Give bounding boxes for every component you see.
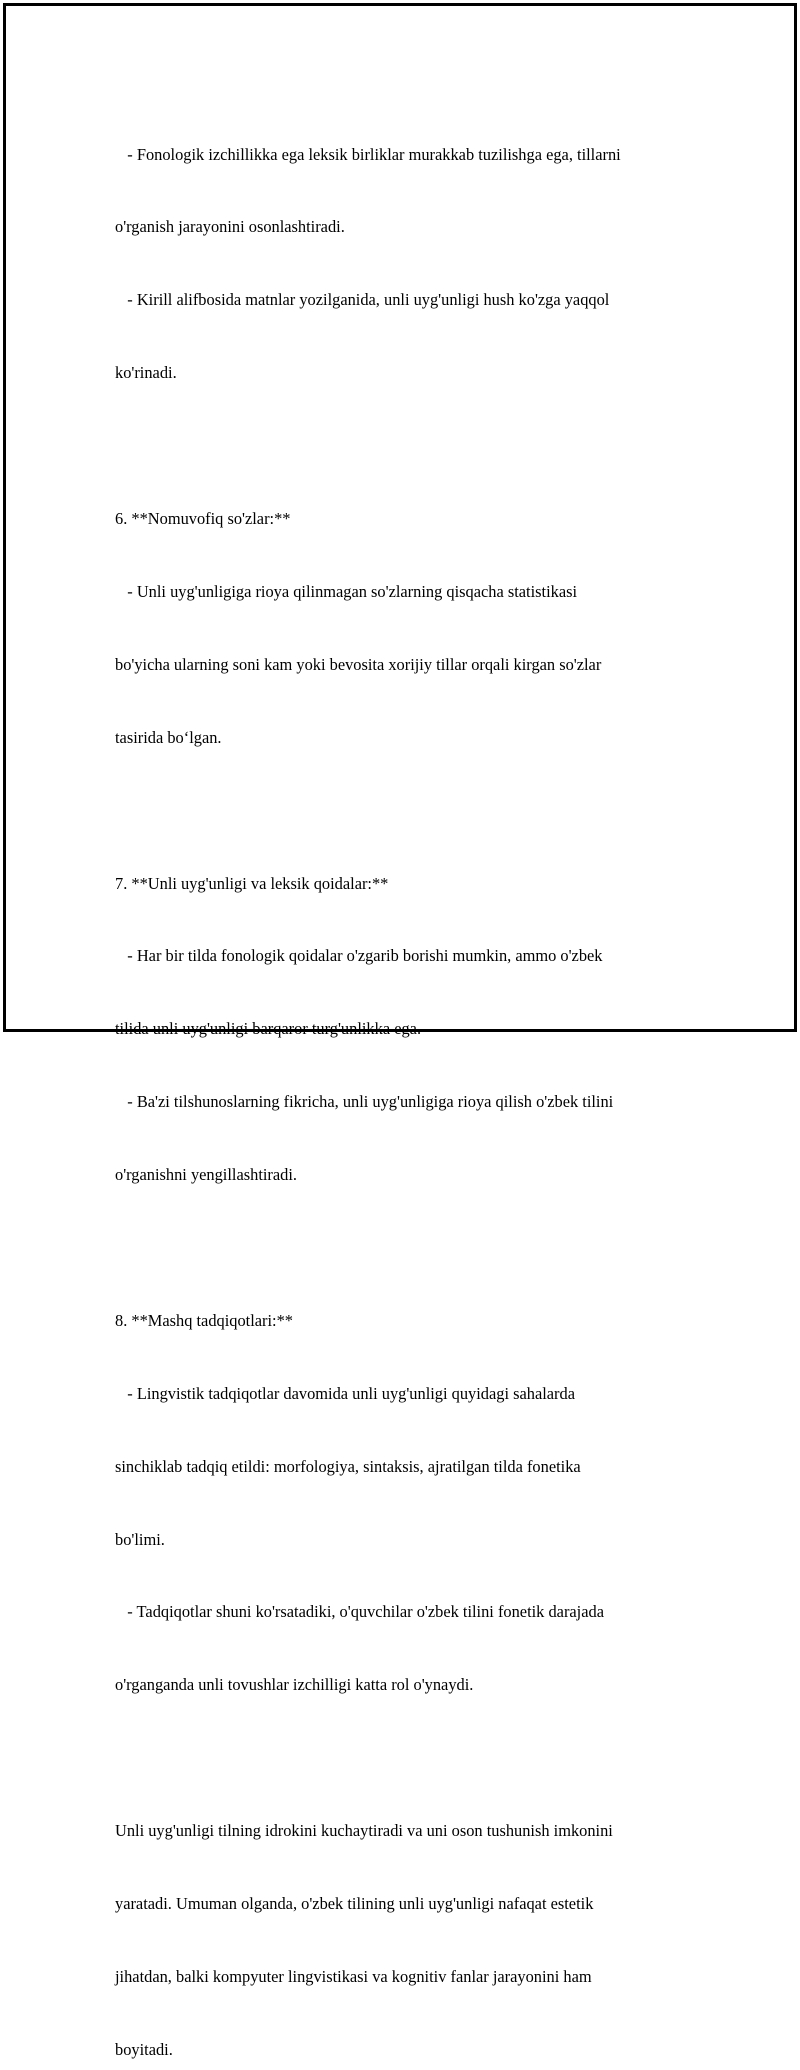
text-line: - Tadqiqotlar shuni ko'rsatadiki, o'quvchilar o'zbek tilini fonetik darajada [115, 1602, 604, 1622]
document-body [115, 94, 695, 2070]
text-line: - Ba'zi tilshunoslarning fikricha, unli uyg'unligiga rioya qilish o'zbek tilini [115, 1092, 614, 1112]
text-line: - Unli uyg'unligiga rioya qilinmagan so'zlarning qisqacha statistikasi [115, 581, 578, 601]
text-line: o'rganish jarayonini osonlashtiradi. [115, 217, 345, 237]
text-line: tasirida bo‘lgan. [115, 727, 222, 747]
text-line: sinchiklab tadqiq etildi: morfologiya, sintaksis, ajratilgan tilda fonetika [115, 1456, 581, 1476]
text-line: - Kirill alifbosida matnlar yozilganida, unli uyg'unligi hush ko'zga yaqqol [115, 290, 610, 310]
section-heading: 6. **Nomuvofiq so'zlar:** [115, 509, 291, 529]
conclusion-line: boyitadi. [115, 2039, 173, 2059]
text-line: tilida unli uyg'unligi barqaror turg'unlikka ega. [115, 1019, 422, 1039]
text-line: - Har bir tilda fonologik qoidalar o'zgarib borishi mumkin, ammo o'zbek [115, 946, 603, 966]
section-heading: 8. **Mashq tadqiqotlari:** [115, 1310, 294, 1330]
paragraph-gap [115, 1236, 695, 1260]
conclusion-line: yaratadi. Umuman olganda, o'zbek tilining unli uyg'unligi nafaqat estetik [115, 1893, 594, 1913]
conclusion-line: jihatdan, balki kompyuter lingvistikasi va kognitiv fanlar jarayonini ham [115, 1966, 592, 1986]
section-heading: 7. **Unli uyg'unligi va leksik qoidalar:** [115, 873, 389, 893]
text-line: o'rganganda unli tovushlar izchilligi katta rol o'ynaydi. [115, 1675, 474, 1695]
conclusion-line: Unli uyg'unligi tilning idrokini kuchaytiradi va uni oson tushunish imkonini [115, 1821, 613, 1841]
text-line: - Fonologik izchillikka ega leksik birliklar murakkab tuzilishga ega, tillarni [115, 144, 621, 164]
text-line: o'rganishni yengillashtiradi. [115, 1165, 298, 1185]
text-line: ko'rinadi. [115, 363, 177, 383]
paragraph-gap [115, 799, 695, 823]
paragraph-gap [115, 434, 695, 458]
paragraph-gap [115, 1746, 695, 1770]
text-line: bo'limi. [115, 1529, 165, 1549]
text-line: - Lingvistik tadqiqotlar davomida unli uyg'unligi quyidagi sahalarda [115, 1383, 575, 1403]
text-line: bo'yicha ularning soni kam yoki bevosita xorijiy tillar orqali kirgan so'zlar [115, 654, 602, 674]
